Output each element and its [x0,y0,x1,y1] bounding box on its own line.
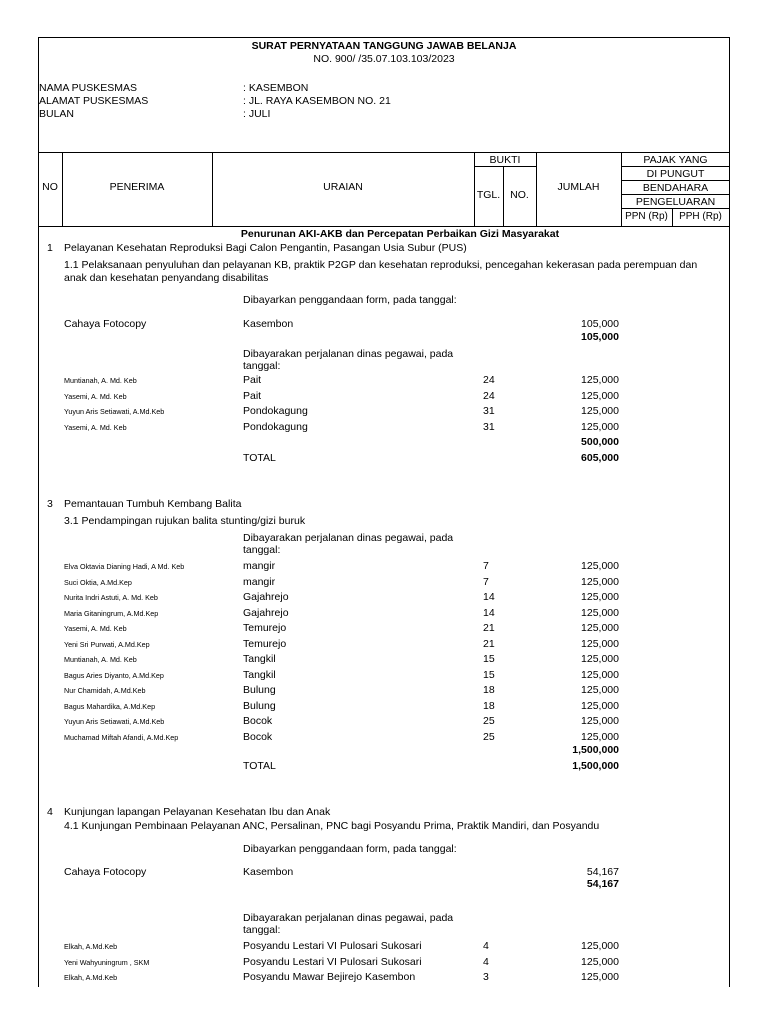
header-pajak-1: PAJAK YANG [643,154,708,166]
s3-row-amount: 125,000 [581,591,619,603]
s3-row-desc: Tangkil [243,653,276,665]
s3-row-amount: 125,000 [581,560,619,572]
s3-row-date: 25 [483,730,495,743]
s3-row-date: 21 [483,637,495,650]
s4-vendor-name: Cahaya Fotocopy [64,866,147,878]
field-label-puskesmas: NAMA PUSKESMAS [39,82,138,94]
field-label-bulan: BULAN [39,108,75,120]
s3-row-date: 15 [483,653,495,665]
s3-total: 1,500,000 [572,760,619,772]
s3-row-desc: Gajahrejo [243,606,289,619]
s1-form-note: Dibayarkan penggandaan form, pada tanggal: [243,294,457,306]
s1-title: Pelayanan Kesehatan Reproduksi Bagi Calon Pengantin, Pasangan Usia Subur (PUS) [64,242,467,254]
s3-sub-line1: 3.1 Pendampingan rujukan balita stunting/gizi buruk [64,515,306,527]
s4-row-amount: 125,000 [581,971,619,983]
s3-row-amount: 125,000 [581,622,619,634]
s3-row-desc: Bulung [243,684,276,696]
field-value-bulan: : JULI [243,108,271,120]
s3-row-date: 15 [483,668,495,681]
s1-travel-subtotal: 500,000 [581,436,619,448]
s3-row-amount: 125,000 [581,637,619,650]
s1-row-amount: 125,000 [581,389,619,402]
s1-row-date: 31 [483,420,495,433]
s4-travel-note-1: Dibayarakan perjalanan dinas pegawai, pada [243,912,454,924]
header-pajak-3: BENDAHARA [642,182,709,194]
s3-row-desc: Gajahrejo [243,591,289,603]
field-value-puskesmas: : KASEMBON [243,82,309,94]
s4-row-date: 4 [483,940,489,952]
header-pajak-2: DI PUNGUT [646,168,705,180]
s3-recipient-name: Bagus Aries Diyanto, A.Md.Kep [64,670,164,680]
pajak-line-4 [621,208,730,209]
s3-row-desc: mangir [243,560,276,572]
s3-row-date: 7 [483,575,489,588]
s1-vendor-name: Cahaya Fotocopy [64,318,147,330]
s3-row-desc: Bocok [243,730,273,743]
s3-row-desc: mangir [243,575,276,588]
s3-recipient-name: Yeni Sri Purwati, A.Md.Kep [64,639,150,649]
s1-sub-line1: 1.1 Pelaksanaan penyuluhan dan pelayanan KB, praktik P2GP dan kesehatan reproduksi, pencegahan kekerasan pada perempuan dan [64,259,698,271]
pajak-line-2 [621,180,730,181]
header-uraian: URAIAN [323,181,363,193]
s3-row-amount: 125,000 [581,684,619,696]
header-tgl: TGL. [476,189,501,201]
header-ppn: PPN (Rp) [625,211,668,222]
s1-row-amount: 125,000 [581,374,619,386]
header-pajak-4: PENGELUARAN [635,196,716,208]
s4-row-amount: 125,000 [581,955,619,968]
s1-number: 1 [47,242,53,254]
s4-number: 4 [47,806,53,818]
s3-total-label: TOTAL [243,760,276,772]
s1-vendor-desc: Kasembon [243,318,294,330]
s3-recipient-name: Nur Chamidah, A.Md.Keb [64,686,146,695]
s3-recipient-name: Suci Oktia, A.Md.Kep [64,577,132,587]
s1-sub-line2: anak dan kesehatan penyandang disabilitas [64,272,269,284]
s1-recipient-name: Muntianah, A. Md. Keb [64,376,137,385]
s3-row-amount: 125,000 [581,715,619,727]
s4-travel-note-2: tanggal: [243,924,281,936]
s3-row-amount: 125,000 [581,699,619,712]
s1-travel-note-1: Dibayarakan perjalanan dinas pegawai, pada [243,348,454,360]
s3-travel-subtotal: 1,500,000 [572,744,619,756]
field-value-alamat: : JL. RAYA KASEMBON NO. 21 [243,95,391,107]
pajak-line-1 [621,166,730,167]
s1-vendor-amount: 105,000 [581,318,619,330]
s1-row-date: 31 [483,405,495,417]
s1-row-date: 24 [483,389,495,402]
header-no: NO [42,181,58,193]
s3-travel-note-1: Dibayarakan perjalanan dinas pegawai, pada [243,532,454,544]
s1-row-amount: 125,000 [581,420,619,433]
s3-recipient-name: Bagus Mahardika, A.Md.Kep [64,701,156,711]
frame-left-line [38,37,39,987]
s1-row-desc: Pait [243,389,262,402]
table-header-top-line [38,152,730,153]
s3-number: 3 [47,498,53,510]
s3-recipient-name: Maria Gitaningrum, A.Md.Kep [64,608,159,618]
s4-row-date: 4 [483,955,489,968]
s3-row-desc: Bulung [243,699,276,712]
s3-recipient-name: Yasemi, A. Md. Keb [64,624,127,633]
s3-recipient-name: Nurita Indri Astuti, A. Md. Keb [64,593,158,602]
s3-recipient-name: Yuyun Aris Setiawati, A.Md.Keb [64,717,165,726]
s3-row-desc: Temurejo [243,622,287,634]
s1-row-desc: Pondokagung [243,405,308,417]
document-number: NO. 900/ /35.07.103.103/2023 [313,53,455,65]
s4-row-date: 3 [483,971,489,983]
header-no-bukti: NO. [510,189,529,201]
header-pph: PPH (Rp) [679,211,722,222]
bukti-divider-line [474,166,536,167]
pajak-line-3 [621,194,730,195]
s4-recipient-name: Yeni Wahyuningrum , SKM [64,957,150,967]
s1-row-date: 24 [483,374,495,386]
s3-row-amount: 125,000 [581,575,619,588]
table-header-bottom-line [38,226,730,227]
s3-row-desc: Tangkil [243,668,276,681]
s3-row-desc: Bocok [243,715,273,727]
s4-row-desc: Posyandu Mawar Bejirejo Kasembon [243,971,416,983]
s3-row-amount: 125,000 [581,653,619,665]
s1-recipient-name: Yasemi, A. Md. Keb [64,391,127,401]
s4-recipient-name: Elkah, A.Md.Keb [64,973,118,982]
s4-sub-line1: 4.1 Kunjungan Pembinaan Pelayanan ANC, Persalinan, PNC bagi Posyandu Prima, Praktik Mandiri, dan Posyandu [64,820,600,832]
s4-vendor-desc: Kasembon [243,866,294,878]
s3-row-amount: 125,000 [581,606,619,619]
s4-title: Kunjungan lapangan Pelayanan Kesehatan Ibu dan Anak [64,806,331,818]
s4-row-amount: 125,000 [581,940,619,952]
s3-row-date: 21 [483,622,495,634]
s1-recipient-name: Yasemi, A. Md. Keb [64,422,127,432]
s3-recipient-name: Muntianah, A. Md. Keb [64,655,137,664]
s1-recipient-name: Yuyun Aris Setiawati, A.Md.Keb [64,407,165,416]
s4-vendor-subtotal: 54,167 [586,878,619,890]
s1-total-label: TOTAL [243,452,276,464]
s4-row-desc: Posyandu Lestari VI Pulosari Sukosari [243,955,422,968]
field-label-alamat: ALAMAT PUSKESMAS [39,95,149,107]
frame-top-line [38,37,730,38]
header-jumlah: JUMLAH [557,181,600,193]
s3-row-desc: Temurejo [243,637,287,650]
s4-vendor-amount: 54,167 [586,866,619,878]
s3-title: Pemantauan Tumbuh Kembang Balita [64,498,242,510]
s1-row-desc: Pait [243,374,262,386]
s3-row-date: 25 [483,715,495,727]
header-bukti: BUKTI [489,154,521,166]
s3-row-date: 18 [483,684,495,696]
header-penerima: PENERIMA [109,181,165,193]
document-title: SURAT PERNYATAAN TANGGUNG JAWAB BELANJA [251,40,517,52]
s1-total: 605,000 [581,452,619,464]
s4-row-desc: Posyandu Lestari VI Pulosari Sukosari [243,940,422,952]
s4-form-note: Dibayarkan penggandaan form, pada tanggal: [243,843,457,855]
s3-recipient-name: Elva Oktavia Dianing Hadi, A Md. Keb [64,562,185,571]
s3-row-date: 7 [483,560,489,572]
s1-vendor-subtotal: 105,000 [581,331,619,343]
s3-row-amount: 125,000 [581,668,619,681]
s3-travel-note-2: tanggal: [243,544,281,556]
s3-row-date: 18 [483,699,495,712]
program-title: Penurunan AKI-AKB dan Percepatan Perbaikan Gizi Masyarakat [240,228,560,240]
s3-row-date: 14 [483,591,495,603]
s1-travel-note-2: tanggal: [243,360,281,372]
s1-row-desc: Pondokagung [243,420,308,433]
s3-row-date: 14 [483,606,495,619]
s3-recipient-name: Muchamad Miftah Afandi, A.Md.Kep [64,732,179,742]
s3-row-amount: 125,000 [581,730,619,743]
s1-row-amount: 125,000 [581,405,619,417]
s4-recipient-name: Elkah, A.Md.Keb [64,942,118,951]
